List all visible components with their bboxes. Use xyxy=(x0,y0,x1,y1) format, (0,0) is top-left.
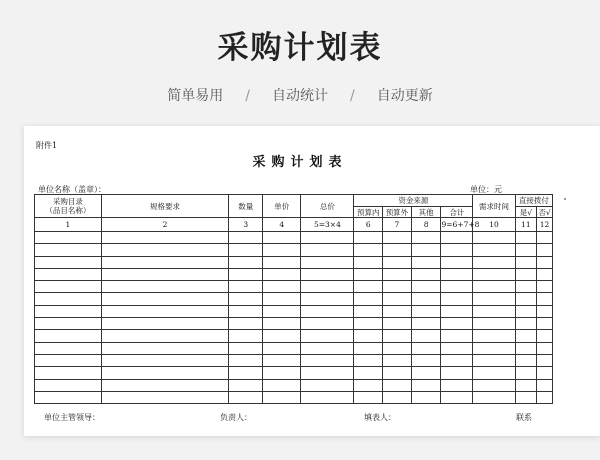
table-cell xyxy=(354,268,383,280)
table-cell xyxy=(263,256,301,268)
col-number: 6 xyxy=(354,218,383,232)
table-cell xyxy=(229,391,263,403)
header-total: 总价 xyxy=(301,195,354,218)
table-cell xyxy=(301,293,354,305)
table-cell xyxy=(383,268,412,280)
table-cell xyxy=(537,281,553,293)
table-cell xyxy=(473,256,515,268)
table-cell xyxy=(441,268,473,280)
table-cell xyxy=(101,268,228,280)
table-cell xyxy=(473,330,515,342)
table-cell xyxy=(301,354,354,366)
table-cell xyxy=(383,318,412,330)
table-cell xyxy=(383,367,412,379)
table-row xyxy=(35,379,553,391)
table-cell xyxy=(441,379,473,391)
header-qty: 数量 xyxy=(229,195,263,218)
feature-separator: / xyxy=(350,88,355,104)
table-row xyxy=(35,232,553,244)
table-cell xyxy=(515,281,536,293)
table-cell xyxy=(515,244,536,256)
table-cell xyxy=(35,244,102,256)
table-row xyxy=(35,354,553,366)
table-cell xyxy=(101,330,228,342)
table-cell xyxy=(515,391,536,403)
table-cell xyxy=(537,293,553,305)
table-cell xyxy=(537,244,553,256)
table-cell xyxy=(263,367,301,379)
column-number-row xyxy=(35,218,553,232)
table-cell xyxy=(229,367,263,379)
table-cell xyxy=(515,293,536,305)
table-cell xyxy=(229,293,263,305)
table-cell xyxy=(101,354,228,366)
table-cell xyxy=(515,256,536,268)
table-cell xyxy=(354,244,383,256)
table-cell xyxy=(473,318,515,330)
table-cell xyxy=(229,244,263,256)
footer-filler: 填表人： xyxy=(364,413,396,422)
table-cell xyxy=(383,256,412,268)
table-cell xyxy=(229,379,263,391)
table-cell xyxy=(101,256,228,268)
table-cell xyxy=(441,318,473,330)
table-cell xyxy=(537,379,553,391)
table-cell xyxy=(35,268,102,280)
table-row xyxy=(35,268,553,280)
purchase-plan-table xyxy=(34,194,553,404)
table-row xyxy=(35,244,553,256)
table-cell xyxy=(301,281,354,293)
table-cell xyxy=(537,268,553,280)
table-cell xyxy=(301,330,354,342)
table-cell xyxy=(537,354,553,366)
table-cell xyxy=(537,367,553,379)
col-number: 5=3×4 xyxy=(301,218,354,232)
col-number: 2 xyxy=(101,218,228,232)
table-cell xyxy=(35,318,102,330)
table-cell xyxy=(35,305,102,317)
table-row xyxy=(35,293,553,305)
table-cell xyxy=(441,293,473,305)
table-cell xyxy=(101,305,228,317)
table-cell xyxy=(411,342,441,354)
table-cell xyxy=(411,367,441,379)
table-cell xyxy=(354,354,383,366)
table-row xyxy=(35,256,553,268)
table-cell xyxy=(101,232,228,244)
table-cell xyxy=(537,342,553,354)
table-cell xyxy=(263,305,301,317)
document-title: 采购计划表 xyxy=(252,155,348,170)
table-cell xyxy=(101,318,228,330)
col-number: 10 xyxy=(473,218,515,232)
table-cell xyxy=(354,232,383,244)
table-cell xyxy=(263,391,301,403)
table-cell xyxy=(537,232,553,244)
table-cell xyxy=(354,256,383,268)
table-cell xyxy=(301,342,354,354)
header-direct-pay: 直接拨付 xyxy=(515,195,552,207)
table-cell xyxy=(411,293,441,305)
table-cell xyxy=(354,293,383,305)
table-row xyxy=(35,281,553,293)
table-cell xyxy=(515,318,536,330)
table-cell xyxy=(473,354,515,366)
table-cell xyxy=(383,391,412,403)
footer-contact: 联系 xyxy=(516,413,532,422)
table-cell xyxy=(411,391,441,403)
col-number: 3 xyxy=(229,218,263,232)
header-spec: 规格要求 xyxy=(101,195,228,218)
table-cell xyxy=(229,268,263,280)
table-cell xyxy=(301,367,354,379)
table-cell xyxy=(354,318,383,330)
table-cell xyxy=(263,379,301,391)
col-number: 9=6+7+8 xyxy=(441,218,473,232)
feature-easy: 简单易用 xyxy=(167,88,224,104)
hero-title: 采购计划表 xyxy=(217,30,383,66)
table-cell xyxy=(354,305,383,317)
table-cell xyxy=(515,354,536,366)
table-cell xyxy=(473,268,515,280)
table-cell xyxy=(263,281,301,293)
document-preview xyxy=(24,126,600,436)
table-cell xyxy=(35,379,102,391)
table-cell xyxy=(383,342,412,354)
feature-auto-stats: 自动统计 xyxy=(272,88,328,104)
header-other: 其他 xyxy=(411,207,441,218)
table-cell xyxy=(101,244,228,256)
feature-auto-update: 自动更新 xyxy=(376,88,433,104)
header-fund-source: 资金来源 xyxy=(354,195,473,207)
table-cell xyxy=(383,354,412,366)
col-number: 1 xyxy=(35,218,102,232)
unit-name-label: 单位名称（盖章）： xyxy=(38,185,106,194)
table-cell xyxy=(301,379,354,391)
table-cell xyxy=(473,367,515,379)
table-cell xyxy=(383,244,412,256)
table-cell xyxy=(354,391,383,403)
table-cell xyxy=(411,330,441,342)
table-cell xyxy=(301,391,354,403)
table-cell xyxy=(441,342,473,354)
annex-label: 附件1 xyxy=(36,141,58,150)
table-cell xyxy=(473,244,515,256)
table-cell xyxy=(229,318,263,330)
table-cell xyxy=(473,342,515,354)
table-row xyxy=(35,391,553,403)
table-cell xyxy=(35,342,102,354)
header-budget-in: 预算内 xyxy=(354,207,383,218)
table-cell xyxy=(263,342,301,354)
table-cell xyxy=(263,318,301,330)
table-cell xyxy=(301,268,354,280)
table-cell xyxy=(515,342,536,354)
header-no: 否√ xyxy=(538,207,551,217)
header-yes: 是√ xyxy=(515,207,536,218)
table-cell xyxy=(441,232,473,244)
table-cell xyxy=(229,354,263,366)
table-cell xyxy=(35,293,102,305)
footer-responsible: 负责人： xyxy=(220,413,252,422)
table-cell xyxy=(441,281,473,293)
header-price: 单价 xyxy=(263,195,301,218)
table-cell xyxy=(263,268,301,280)
table-cell xyxy=(441,244,473,256)
table-cell xyxy=(229,256,263,268)
table-row xyxy=(35,330,553,342)
col-number: 8 xyxy=(411,218,441,232)
table-cell xyxy=(473,232,515,244)
table-cell xyxy=(354,379,383,391)
table-cell xyxy=(301,256,354,268)
table-cell xyxy=(473,281,515,293)
table-cell xyxy=(35,330,102,342)
table-cell xyxy=(229,232,263,244)
table-row xyxy=(35,342,553,354)
header-catalog: 采购目录 （品目名称） xyxy=(35,195,102,218)
table-cell xyxy=(515,232,536,244)
table-cell xyxy=(411,281,441,293)
table-cell xyxy=(515,268,536,280)
table-cell xyxy=(411,379,441,391)
table-cell xyxy=(354,342,383,354)
table-cell xyxy=(441,391,473,403)
feature-separator: / xyxy=(245,88,250,104)
table-cell xyxy=(383,232,412,244)
table-cell xyxy=(301,232,354,244)
table-cell xyxy=(441,330,473,342)
table-cell xyxy=(229,330,263,342)
table-cell xyxy=(411,256,441,268)
table-row xyxy=(35,318,553,330)
table-cell xyxy=(383,305,412,317)
table-cell xyxy=(411,354,441,366)
table-cell xyxy=(537,256,553,268)
table-cell xyxy=(229,342,263,354)
table-cell xyxy=(101,342,228,354)
table-cell xyxy=(537,330,553,342)
table-cell xyxy=(35,354,102,366)
table-cell xyxy=(411,318,441,330)
table-cell xyxy=(473,391,515,403)
table-cell xyxy=(383,330,412,342)
table-cell xyxy=(263,354,301,366)
table-cell xyxy=(354,281,383,293)
table-cell xyxy=(229,281,263,293)
table-cell xyxy=(354,330,383,342)
table-cell xyxy=(383,293,412,305)
col-number: 4 xyxy=(263,218,301,232)
table-cell xyxy=(229,305,263,317)
table-cell xyxy=(411,244,441,256)
col-number: 12 xyxy=(537,218,553,232)
footer-leader: 单位主管领导： xyxy=(44,413,100,422)
table-cell xyxy=(515,379,536,391)
table-cell xyxy=(354,367,383,379)
table-cell xyxy=(383,281,412,293)
table-cell xyxy=(301,305,354,317)
unit-money-label: 单位：元 xyxy=(470,185,502,194)
col-number: 11 xyxy=(515,218,536,232)
table-cell xyxy=(35,281,102,293)
table-cell xyxy=(101,379,228,391)
table-cell xyxy=(263,330,301,342)
table-row xyxy=(35,305,553,317)
header-need-time: 需求时间 xyxy=(473,195,515,218)
table-cell xyxy=(441,305,473,317)
table-cell xyxy=(411,232,441,244)
table-cell xyxy=(383,379,412,391)
table-cell xyxy=(301,318,354,330)
table-cell xyxy=(537,305,553,317)
table-row xyxy=(35,367,553,379)
table-cell xyxy=(515,367,536,379)
table-cell xyxy=(441,256,473,268)
decorative-dot xyxy=(564,198,566,200)
table-cell xyxy=(35,391,102,403)
table-cell xyxy=(473,379,515,391)
table-cell xyxy=(411,268,441,280)
table-cell xyxy=(301,244,354,256)
table-cell xyxy=(35,367,102,379)
table-cell xyxy=(35,256,102,268)
table-cell xyxy=(101,281,228,293)
table-cell xyxy=(537,318,553,330)
table-cell xyxy=(515,330,536,342)
table-cell xyxy=(537,391,553,403)
col-number: 7 xyxy=(383,218,412,232)
table-cell xyxy=(101,293,228,305)
table-cell xyxy=(411,305,441,317)
table-cell xyxy=(515,305,536,317)
table-cell xyxy=(441,367,473,379)
table-cell xyxy=(101,391,228,403)
header-budget-out: 预算外 xyxy=(383,207,412,218)
table-cell xyxy=(473,305,515,317)
table-cell xyxy=(263,293,301,305)
table-cell xyxy=(101,367,228,379)
table-cell xyxy=(263,232,301,244)
table-cell xyxy=(35,232,102,244)
header-sum: 合计 xyxy=(441,207,473,218)
table-cell xyxy=(473,293,515,305)
feature-list xyxy=(0,85,600,105)
table-cell xyxy=(441,354,473,366)
table-cell xyxy=(263,244,301,256)
